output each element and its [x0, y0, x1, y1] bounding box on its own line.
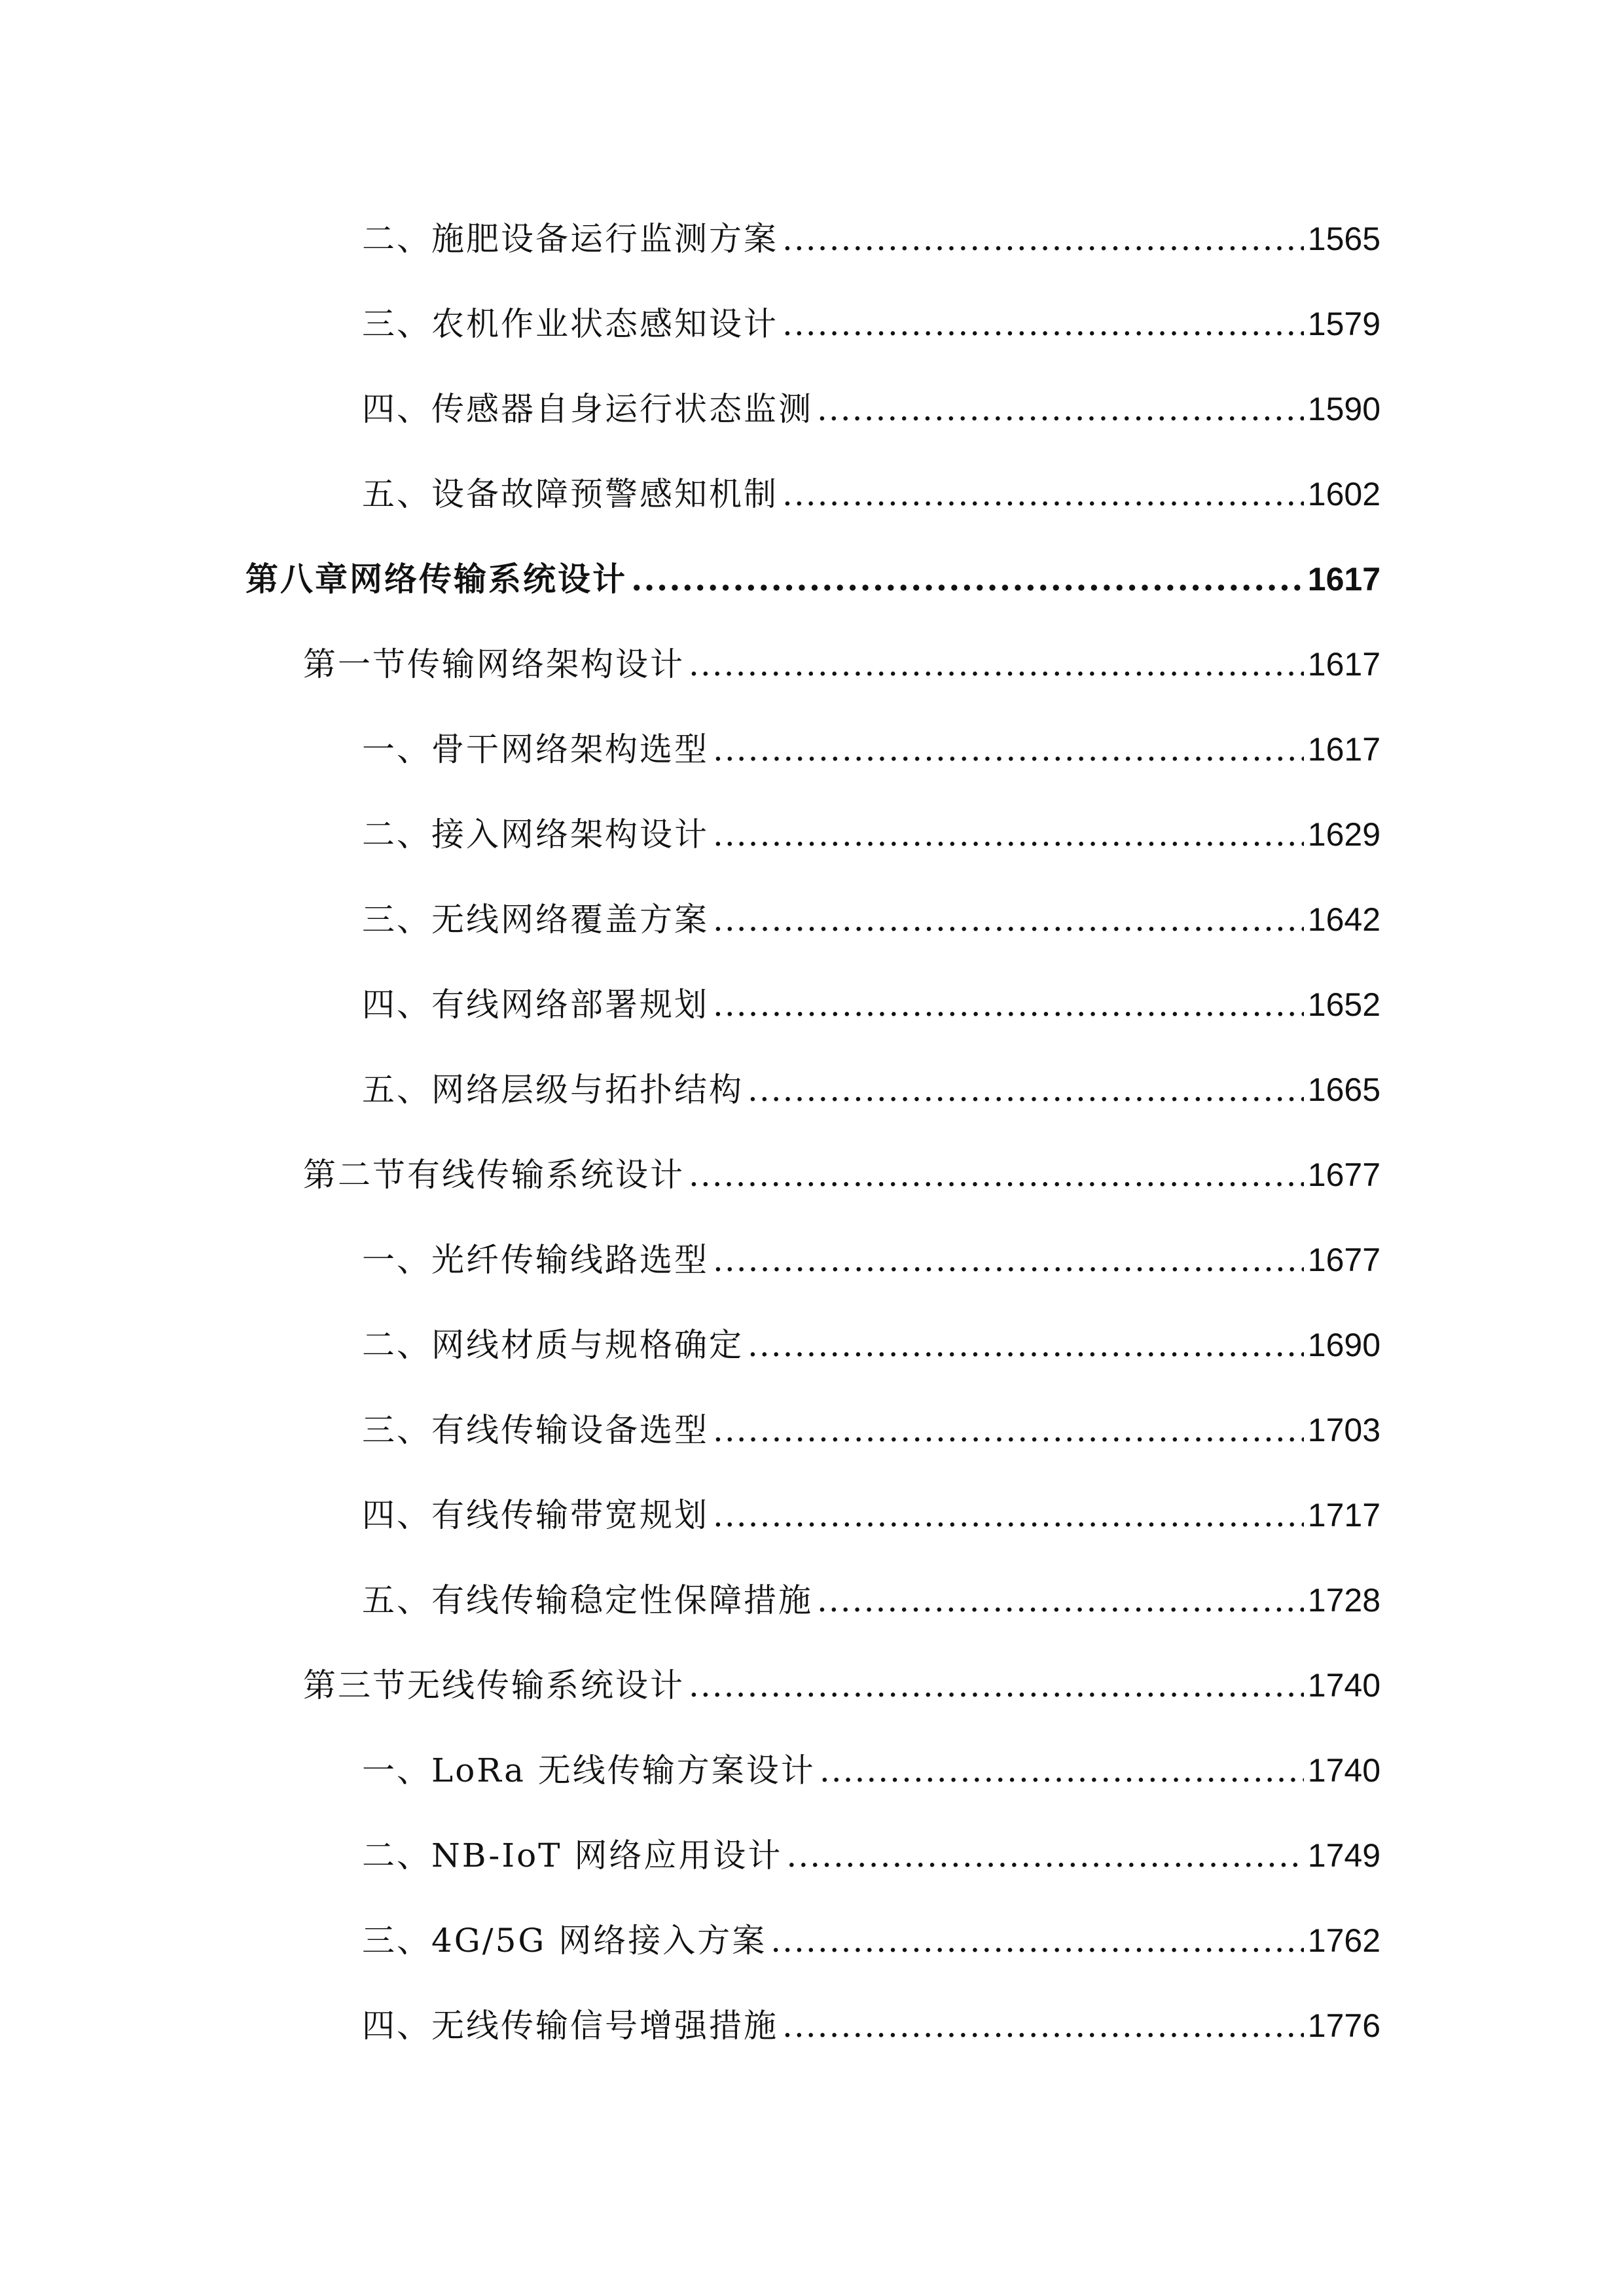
toc-entry-page: 1665: [1307, 1071, 1380, 1108]
toc-entry[interactable]: [362, 288, 1380, 360]
toc-entry-page: 1652: [1307, 986, 1380, 1023]
toc-entry[interactable]: [362, 1820, 1380, 1892]
toc-entry-page: 1703: [1307, 1412, 1380, 1448]
toc-leader-dots: [713, 884, 1304, 956]
toc-leader-dots: [689, 1139, 1304, 1211]
toc-entry-page: 1740: [1307, 1752, 1380, 1789]
toc-leader-dots: [817, 1564, 1304, 1636]
toc-section-entry[interactable]: [303, 628, 1380, 700]
toc-entry[interactable]: [362, 373, 1380, 445]
toc-entry[interactable]: [362, 1054, 1380, 1126]
toc-entry-page: 1717: [1307, 1497, 1380, 1534]
toc-entry[interactable]: [362, 713, 1380, 785]
toc-entry-title: 二、网线材质与规格确定: [362, 1326, 744, 1364]
toc-entry-page: 1617: [1307, 561, 1380, 598]
toc-leader-dots: [786, 1820, 1303, 1892]
toc-entry-title: 四、传感器自身运行状态监测: [362, 390, 813, 428]
toc-leader-dots: [782, 458, 1304, 530]
toc-entry-title: 三、有线传输设备选型: [362, 1411, 709, 1449]
toc-entry[interactable]: [362, 1734, 1380, 1806]
toc-entry-title: 四、有线传输带宽规划: [362, 1496, 709, 1534]
toc-entry-title: 第八章网络传输系统设计: [245, 560, 627, 598]
toc-leader-dots: [748, 1309, 1304, 1381]
toc-section-entry[interactable]: [303, 1649, 1380, 1721]
toc-leader-dots: [713, 1394, 1304, 1466]
toc-leader-dots: [820, 1734, 1304, 1806]
toc-entry[interactable]: [362, 1224, 1380, 1296]
toc-entry-title: 三、无线网络覆盖方案: [362, 901, 709, 939]
toc-entry-title: 五、网络层级与拓扑结构: [362, 1071, 744, 1109]
toc-entry-page: 1762: [1307, 1922, 1380, 1959]
toc-entry-page: 1617: [1307, 646, 1380, 683]
toc-entry-page: 1728: [1307, 1582, 1380, 1619]
toc-entry-title: 一、光纤传输线路选型: [362, 1241, 709, 1279]
toc-entry-title: 一、骨干网络架构选型: [362, 730, 709, 768]
toc-entry-page: 1590: [1307, 391, 1380, 427]
toc-entry-title: 第三节无线传输系统设计: [303, 1666, 685, 1704]
toc-entry-title: 三、4G/5G 网络接入方案: [362, 1922, 767, 1960]
toc-leader-dots: [689, 1649, 1304, 1721]
toc-entry[interactable]: [362, 1990, 1380, 2062]
toc-leader-dots: [748, 1054, 1304, 1126]
toc-entry-page: 1642: [1307, 901, 1380, 938]
toc-entry[interactable]: [362, 884, 1380, 956]
toc-entry-title: 二、施肥设备运行监测方案: [362, 220, 778, 258]
toc-entry-page: 1749: [1307, 1837, 1380, 1874]
toc-entry-title: 四、有线网络部署规划: [362, 986, 709, 1024]
toc-entry[interactable]: [362, 969, 1380, 1041]
toc-entry-page: 1776: [1307, 2007, 1380, 2044]
toc-section-entry[interactable]: [303, 1139, 1380, 1211]
toc-entry-page: 1617: [1307, 731, 1380, 768]
toc-leader-dots: [817, 373, 1304, 445]
toc-leader-dots: [782, 1990, 1304, 2062]
toc-leader-dots: [770, 1905, 1304, 1977]
toc-leader-dots: [713, 1479, 1304, 1551]
toc-entry[interactable]: [362, 1905, 1380, 1977]
toc-entry-page: 1677: [1307, 1157, 1380, 1193]
toc-leader-dots: [713, 969, 1304, 1041]
toc-entry-title: 五、设备故障预警感知机制: [362, 475, 778, 513]
toc-leader-dots: [713, 713, 1304, 785]
toc-leader-dots: [782, 203, 1304, 275]
toc-leader-dots: [713, 1224, 1304, 1296]
toc-entry-page: 1602: [1307, 476, 1380, 512]
toc-leader-dots: [689, 628, 1304, 700]
toc-entry-title: 四、无线传输信号增强措施: [362, 2007, 778, 2045]
toc-entry-title: 第二节有线传输系统设计: [303, 1156, 685, 1194]
toc-entry-title: 二、接入网络架构设计: [362, 816, 709, 853]
toc-leader-dots: [631, 543, 1304, 615]
toc-entry-title: 一、LoRa 无线传输方案设计: [362, 1751, 816, 1789]
toc-entry-page: 1565: [1307, 221, 1380, 257]
toc-entry-title: 第一节传输网络架构设计: [303, 645, 685, 683]
toc-entry[interactable]: [362, 1394, 1380, 1466]
toc-entry[interactable]: [362, 798, 1380, 870]
toc-leader-dots: [782, 288, 1304, 360]
toc-entry-title: 二、NB-IoT 网络应用设计: [362, 1837, 783, 1874]
toc-entry[interactable]: [362, 1309, 1380, 1381]
toc-entry-page: 1690: [1307, 1327, 1380, 1363]
toc-entry-title: 五、有线传输稳定性保障措施: [362, 1581, 813, 1619]
toc-entry[interactable]: [362, 1564, 1380, 1636]
toc-entry[interactable]: [362, 203, 1380, 275]
toc-entry-page: 1579: [1307, 306, 1380, 342]
toc-leader-dots: [713, 798, 1304, 870]
toc-entry[interactable]: [362, 1479, 1380, 1551]
toc-entry-page: 1740: [1307, 1667, 1380, 1704]
toc-chapter-entry[interactable]: [245, 543, 1380, 615]
toc-entry-page: 1677: [1307, 1242, 1380, 1278]
toc-entry-title: 三、农机作业状态感知设计: [362, 305, 778, 343]
toc-entry[interactable]: [362, 458, 1380, 530]
toc-entry-page: 1629: [1307, 816, 1380, 853]
